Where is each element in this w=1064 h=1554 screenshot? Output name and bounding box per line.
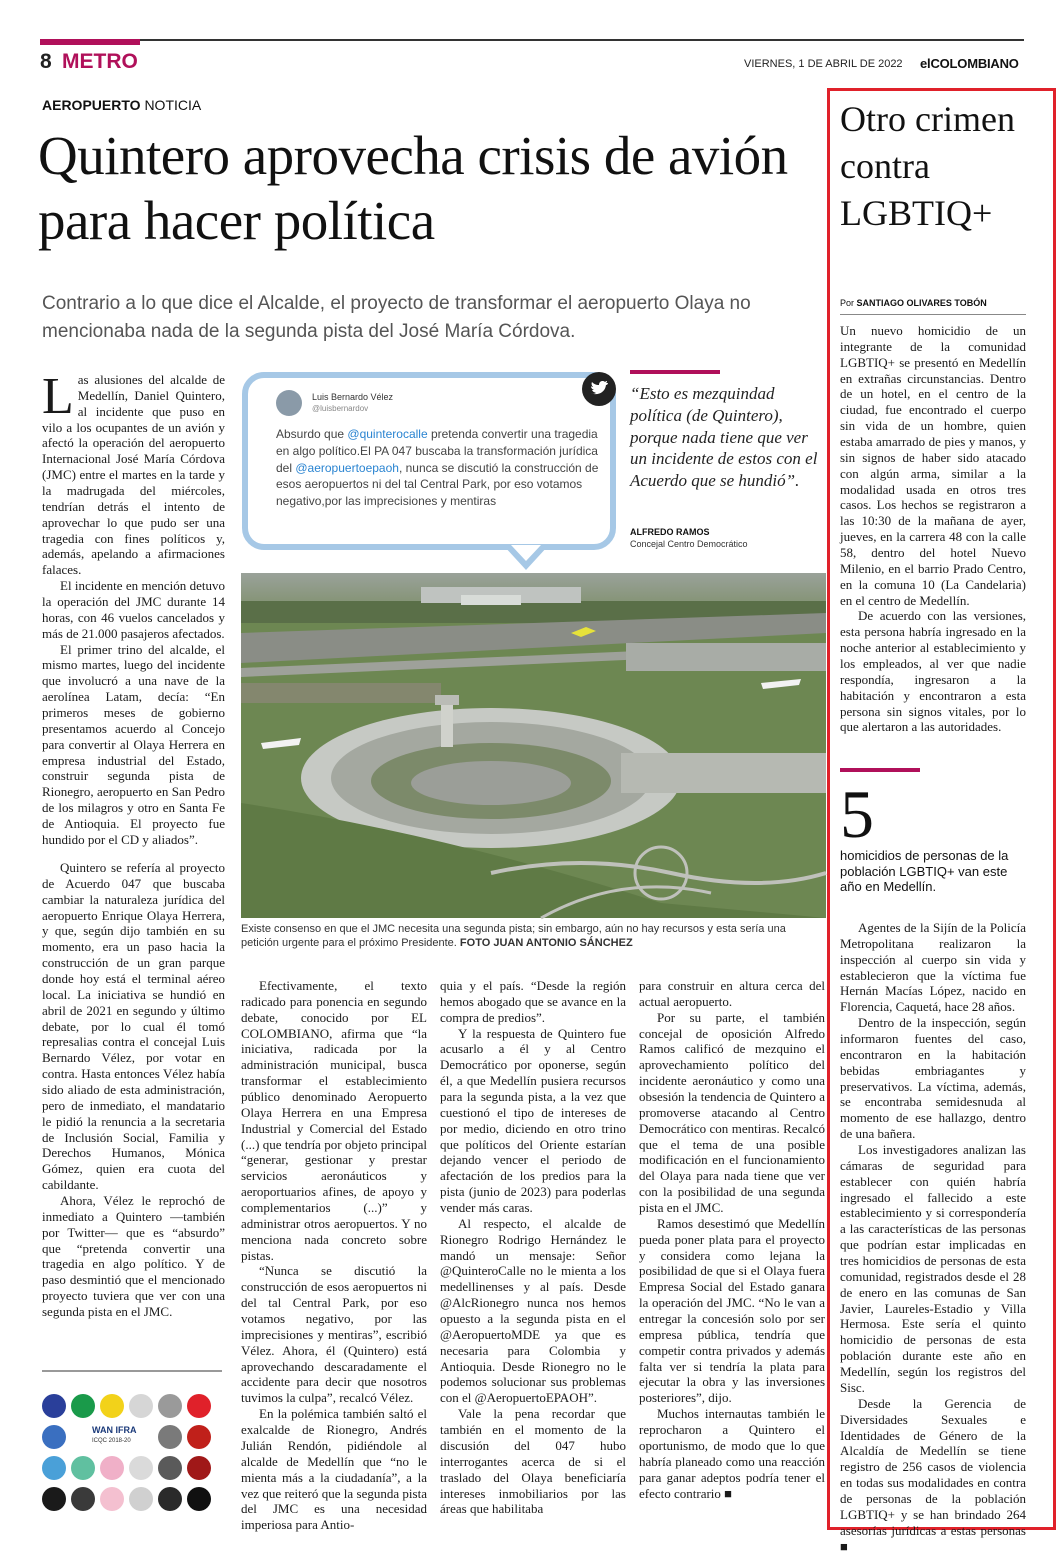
avatar bbox=[276, 390, 302, 416]
color-swatch bbox=[187, 1425, 211, 1449]
color-swatch bbox=[158, 1487, 182, 1511]
color-swatch bbox=[158, 1394, 182, 1418]
color-swatch bbox=[42, 1425, 66, 1449]
color-swatch bbox=[187, 1394, 211, 1418]
color-swatch bbox=[71, 1487, 95, 1511]
color-swatch bbox=[129, 1394, 153, 1418]
color-swatch bbox=[42, 1394, 66, 1418]
sidebar-byline: Por SANTIAGO OLIVARES TOBÓN bbox=[840, 298, 987, 308]
color-swatch bbox=[100, 1456, 124, 1480]
stat-rule bbox=[840, 768, 920, 772]
color-swatch bbox=[100, 1394, 124, 1418]
wan-ifra-logo: WAN IFRA bbox=[92, 1425, 137, 1435]
color-swatch bbox=[42, 1456, 66, 1480]
tweet-mention: @quinterocalle bbox=[347, 427, 428, 441]
photo-caption: Existe consenso en que el JMC necesita una segunda pista; sin embargo, aún no hay recursos y esta sería una petición urgente para el próximo Presidente. FOTO JUAN ANTONIO SÁNCHEZ bbox=[241, 923, 786, 950]
article-column-1-continued: Quintero se refería al proyecto de Acuerdo 047 que buscaba cambiar la naturaleza jurídica del aeropuerto Enrique Olaya Herrera, y que, según dijo también en su momento, era un paso hacia la construcción de un gran parque donde hoy está el terminal aéreo local. La iniciativa se hundió en abril de 2021 en segundo y último debate, por lo cual él tomó represalias contra el concejal Luis Bernardo Vélez, por votar en contra. Hasta entonces Vélez había sido aliado de esta administración, pero de inmediato, el mandatario le pidió la renuncia a la secretaria de Inclusión Social, Familia y Derechos Humanos, Mónica Gómez, quien era cuota del cabildante. Ahora, Vélez le reprochó de inmediato a Quintero —también por Twitter— que es “absurdo” que “pretenda convertir una tragedia en algo político. Y de paso desmintió que el mencionado proyecto tuviera que ver con una segunda pista en el JMC. bbox=[42, 860, 225, 1320]
color-swatch bbox=[129, 1456, 153, 1480]
tweet-author-handle: @luisbernardov bbox=[312, 404, 369, 413]
color-swatch bbox=[42, 1487, 66, 1511]
airport-aerial-photo bbox=[241, 573, 826, 918]
kicker-tag: AEROPUERTO bbox=[42, 97, 141, 113]
color-bar-rule bbox=[42, 1370, 222, 1372]
drop-cap: L bbox=[42, 368, 74, 425]
color-swatch bbox=[71, 1456, 95, 1480]
sidebar-body: Un nuevo homicidio de un integrante de la comunidad LGBTIQ+ se presentó en Medellín en extrañas circunstancias. Dentro de un hotel, en el centro de la ciudad, fue encontrado el cuerpo sin vida de un hombre, quien estaba amarrado de pies y manos, y sin signos de haber sido atacado con algún arma, similar a la modalidad usada en otros tres casos. Los hechos se registraron a las 10:30 de la mañana de ayer, jueves, en la carrera 48 con la calle 58, dentro del hotel Nuevo Milenio, en el barrio Prado Centro, en la comuna 10 (La Candelaria) en el centro de Medellín. De acuerdo con las versiones, esta persona habría ingresado en la noche anterior al establecimiento y los empleados, al ver que nadie respondía, ingresaron a la habitación y encontraron a esta persona sin signos vitales, por lo que alertaron a las autoridades. bbox=[840, 323, 1026, 735]
quote-rule bbox=[630, 370, 720, 374]
byline-rule bbox=[840, 314, 1026, 315]
header-accent-bar bbox=[40, 39, 140, 45]
twitter-bird-icon bbox=[582, 372, 616, 406]
date-line: VIERNES, 1 DE ABRIL DE 2022 bbox=[744, 58, 903, 70]
tweet-mention: @aeropuertoepaoh bbox=[295, 460, 399, 475]
sidebar-title: Otro crimen contra LGBTIQ+ bbox=[840, 99, 1015, 233]
tweet-card bbox=[242, 372, 616, 550]
tweet-text: Absurdo que @quinterocalle pretenda convertir una tragedia en algo político.El PA 047 buscaba la transformación jurídica del @aeropuertoepaoh, nunca se discutió la construcción de esos aeropuertos ni del tal Central Park, por eso votamos negativo,por las imprecisiones y mentiras bbox=[276, 427, 599, 509]
color-swatch bbox=[158, 1425, 182, 1449]
color-swatch bbox=[187, 1456, 211, 1480]
color-swatch bbox=[100, 1487, 124, 1511]
tweet-pointer-inner bbox=[511, 545, 541, 561]
photo-credit: FOTO JUAN ANTONIO SÁNCHEZ bbox=[459, 937, 633, 950]
icqc-cert: ICQC 2018-20 bbox=[92, 1438, 131, 1444]
stat-text: homicidios de personas de la población LGBTIQ+ van este año en Medellín. bbox=[840, 848, 1009, 895]
sidebar-body-continued: Agentes de la Sijín de la Policía Metropolitana realizaron la inspección al cuerpo sin vida y establecieron que la víctima fue Hernán Macías López, nacido en Florencia, Caquetá, hace 28 años. Dentro de la inspección, según informaron fuentes del caso, encontraron en la habitación bebidas embriagantes y preservativos. La víctima, además, se encontraba semidesnuda al momento de ese hallazgo, dentro de una bañera. Los investigadores analizan las cámaras de seguridad para establecer con quién habría ingresado el fallecido a este establecimiento y si correspondería a las características de las personas que podrían estar implicadas en tres homicidios de personas de esta comunidad, registrados desde el 28 de enero en las comunas de San Javier, Laureles-Estadio y Villa Hermosa. Este sería el quinto homicidio de personas de esta población durante este año en Medellín, según los registros del Sisc. Desde la Gerencia de Diversidades Sexuales e Identidades de Género de la Alcaldía de Medellín se tiene registro de 256 casos de violencia en todas sus modalidades en contra de personas de la población LGBTIQ+ y se han brindado 264 asesorías jurídicas a estas personas ■ bbox=[840, 920, 1026, 1554]
quote-author-role: Concejal Centro Democrático bbox=[630, 539, 748, 549]
color-swatch bbox=[158, 1456, 182, 1480]
article-column-1: Las alusiones del alcalde de Medellín, Daniel Quintero, al incidente que puso en vilo a los ocupantes de un avión y afectó la operación del aeropuerto Internacional José María Córdova (JMC) entre el martes en la tarde y la madrugada del miércoles, tendrían detrás el intento de aprovechar lo que pudo ser una tragedia con fines políticos y, además, apelando a afirmaciones falaces. El incidente en mención detuvo la operación del JMC durante 14 horas, con 46 vuelos cancelados y más de 21.000 pasajeros afectados. El primer trino del alcalde, el mismo martes, luego del incidente que involucró a una nave de la aerolínea Latam, decía: “En primeros meses de gobierno presentamos acuerdo al Concejo para convertir al Olaya Herrera en empresa industrial del Estado, construir segunda pista de Rionegro, aeropuerto en San Pedro de los milagros y otro en Santa Fe de Antioquia. El proyecto fue hundido por el CD y aliados”. bbox=[42, 368, 225, 847]
color-swatch bbox=[187, 1487, 211, 1511]
pull-quote: “Esto es mezquindad política (de Quintero), porque nada tiene que ver un incidente de estos con el Acuerdo que se hundió”. bbox=[630, 384, 818, 490]
print-color-swatches bbox=[42, 1394, 218, 1512]
color-swatch bbox=[71, 1394, 95, 1418]
kicker-type: NOTICIA bbox=[144, 97, 202, 113]
article-column-3: quia y el país. “Desde la región hemos abogado que se avance en la compra de predios”. Y la respuesta de Quintero fue acusarlo a él y al Centro Democrático por oponerse, según él, a que Medellín pusiera recursos para la segunda pista, a la vez que cuestionó el tipo de intereses de por medio, diciendo en otro trino que políticos del Oriente estarían dejando vencer el periodo de afectación de los predios para la pista (junio de 2023) para poderlas vender más caras. Al respecto, el alcalde de Rionegro Rodrigo Hernández le mandó un mensaje: Señor @QuinteroCalle no le mienta a los medellinenses y al país. Desde @AlcRionegro nunca nos hemos opuesto a la segunda pista en el @AeropuertoMDE ya que es necesaria para Colombia y Antioquia. Desde Rionegro no le podemos solucionar sus problemas con el @AeropuertoEPAOH”. Vale la pena recordar que también en el momento de la discusión del 047 hubo interrogantes acerca de si el traslado del Olaya beneficiaría intereses inmobiliarios por las áreas que habilitaba bbox=[440, 978, 626, 1517]
article-column-2: Efectivamente, el texto radicado para ponencia en segundo debate, conocido por EL COLOMBIANO, afirma que “la iniciativa, radicada por la administración municipal, busca transformar el establecimiento público denominado Aeropuerto Olaya Herrera en una Empresa Industrial y Comercial del Estado (...) que tendría por objeto principal “generar, gestionar y prestar servicios aeronáuticos y aeroportuarios afines, de apoyo y complementarios (...)” y administrar otros aeropuertos. Y no menciona nada concreto sobre pistas. “Nunca se discutió la construcción de esos aeropuertos ni del tal Central Park, por eso votamos negativo, por las imprecisiones y mentiras”, escribió Vélez. Ahora, él (Quintero) está aprovechando descaradamente el accidente para decir que nosotros tuvimos la culpa”, recalcó Vélez. En la polémica también saltó el exalcalde de Rionegro, Andrés Julián Rendón, pidiéndole al alcalde de Medellín que “no le mienta más a la ciudadanía”, a la vez que reiteró que la segunda pista del JMC es una necesidad imperiosa para Antio- bbox=[241, 978, 427, 1533]
article-deck: Contrario a lo que dice el Alcalde, el proyecto de transformar el aeropuerto Olaya no mencionaba nada de la segunda pista del José María Córdova. bbox=[42, 293, 751, 342]
article-column-4: para construir en altura cerca del actual aeropuerto. Por su parte, el también concejal de oposición Alfredo Ramos calificó de mezquino el aprovechamiento político del incidente aeronáutico y como una obsesión la tendencia de Quintero a promoverse atacando al Centro Democrático con mentiras. Recalcó que el tema de una posible modificación en el funcionamiento del Olaya para nada tiene que ver con la posibilidad de una segunda pista en el JMC. Ramos desestimó que Medellín pueda poner plata para el proyecto y considera como lejana la posibilidad de que si el Olaya fuera Empresa Social del Estado ganara la operación del JMC. “No le van a entregar la concesión solo por ser empresa pública, tendría que competir contra privados y además falta ver si tendría la plata para ejecutar la obra y las inversiones posteriores”, dijo. Muchos internautas también le reprocharon a Quintero el oportunismo, de modo que lo que habría planeado como una reacción para ganar adeptos podría tener el efecto contrario ■ bbox=[639, 978, 825, 1501]
article-headline: Quintero aprovecha crisis de avión para hacer política bbox=[38, 125, 788, 251]
stat-number: 5 bbox=[840, 776, 874, 852]
newspaper-logo: elCOLOMBIANO bbox=[920, 56, 1019, 71]
header-rule bbox=[40, 39, 1024, 41]
quote-author: ALFREDO RAMOS bbox=[630, 527, 710, 537]
color-swatch bbox=[129, 1487, 153, 1511]
article-kicker bbox=[42, 97, 201, 113]
tweet-author-name: Luis Bernardo Vélez bbox=[312, 392, 394, 402]
page-number: 8 bbox=[40, 50, 52, 73]
section-name: METRO bbox=[62, 50, 138, 73]
